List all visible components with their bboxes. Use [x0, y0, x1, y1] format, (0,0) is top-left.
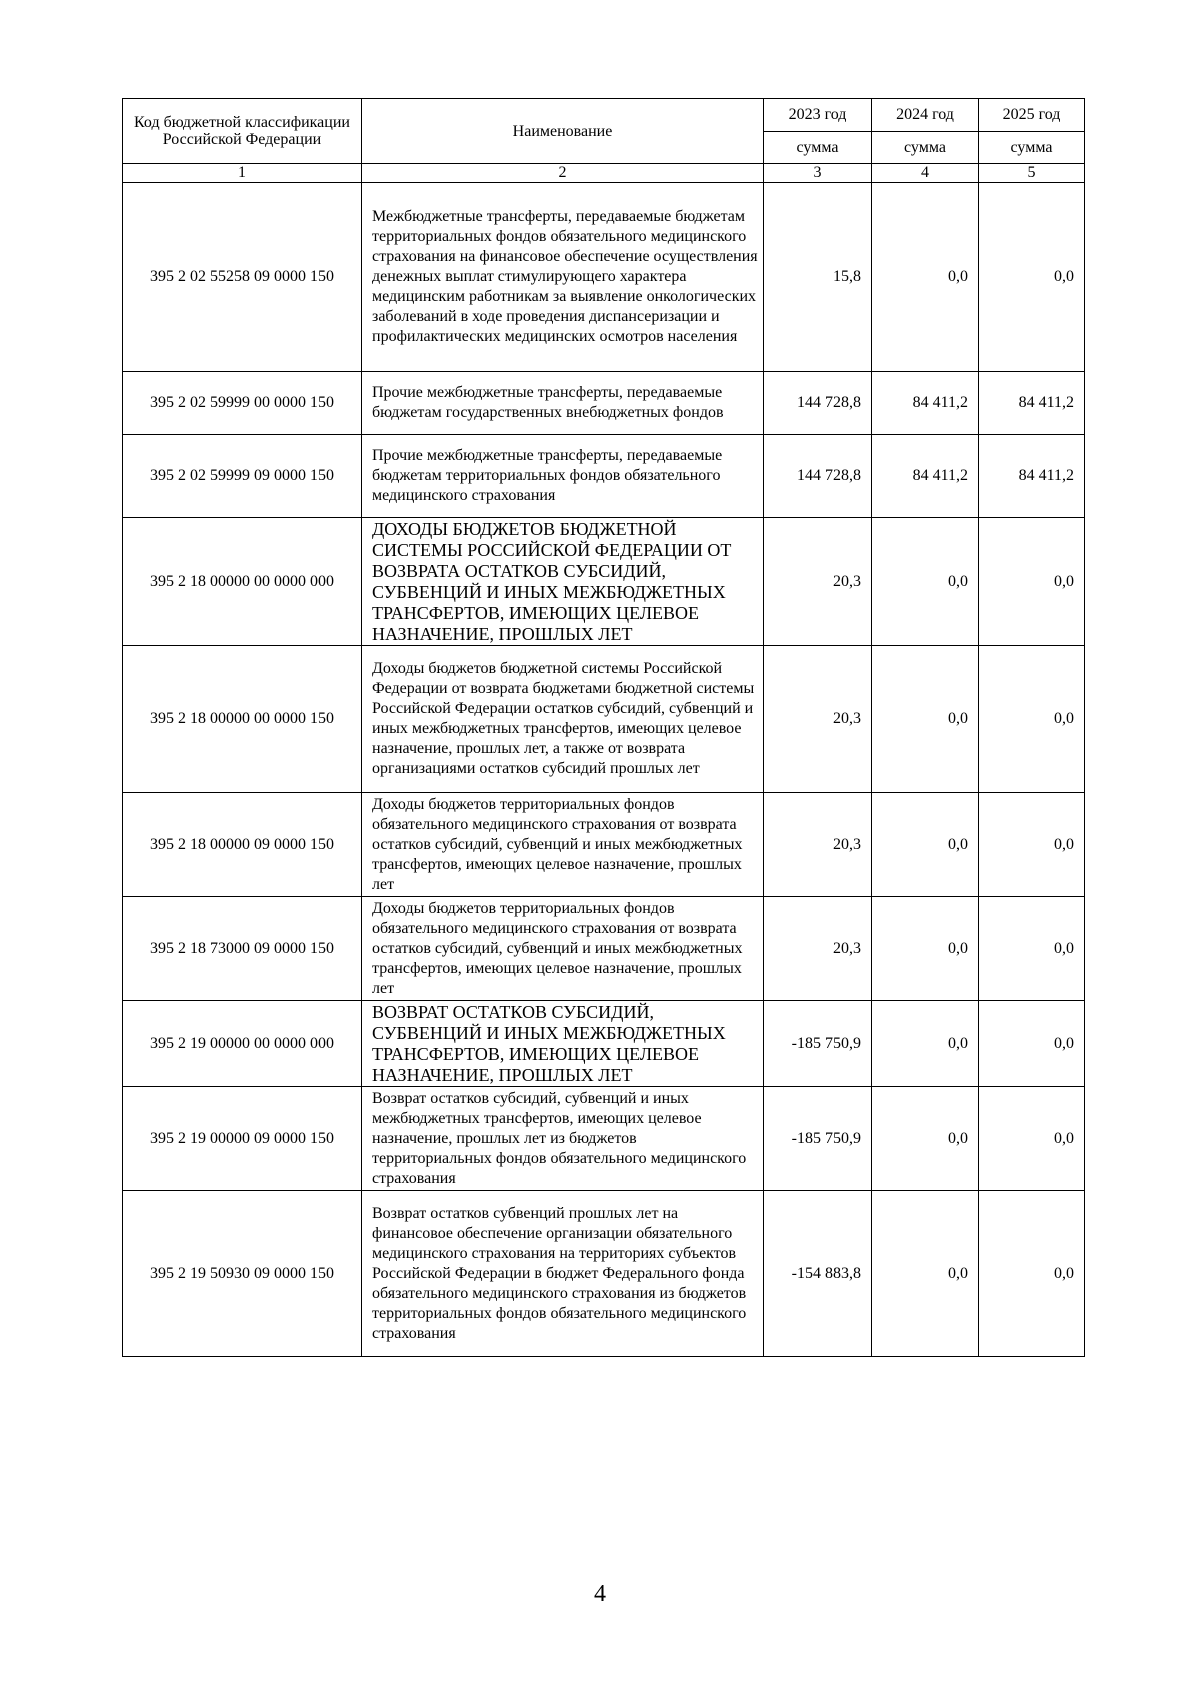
- amount-2023: 144 728,8: [764, 372, 872, 435]
- amount-2024: 0,0: [872, 183, 979, 372]
- item-name: Доходы бюджетов территориальных фондов обязательного медицинского страхования от возврата остатков субсидий, субвенций и иных межбюджетных трансфертов, имеющих целевое назначение, прошлых лет: [362, 793, 764, 897]
- item-name: ВОЗВРАТ ОСТАТКОВ СУБСИДИЙ, СУБВЕНЦИЙ И ИНЫХ МЕЖБЮДЖЕТНЫХ ТРАНСФЕРТОВ, ИМЕЮЩИХ ЦЕЛЕВОЕ НАЗНАЧЕНИЕ, ПРОШЛЫХ ЛЕТ: [362, 1001, 764, 1087]
- amount-2025: 0,0: [979, 1087, 1085, 1191]
- amount-2025: 0,0: [979, 897, 1085, 1001]
- amount-2024: 0,0: [872, 646, 979, 793]
- amount-2024: 84 411,2: [872, 435, 979, 518]
- table-row: [123, 518, 1085, 646]
- budget-code: 395 2 02 59999 00 0000 150: [123, 372, 362, 435]
- amount-2024: 0,0: [872, 793, 979, 897]
- amount-2024: 0,0: [872, 897, 979, 1001]
- amount-2023: -154 883,8: [764, 1191, 872, 1357]
- table-row: [123, 793, 1085, 897]
- header-sum-2023: сумма: [764, 131, 872, 164]
- table-row: [123, 1087, 1085, 1191]
- column-number: 1: [123, 164, 362, 183]
- amount-2024: 84 411,2: [872, 372, 979, 435]
- item-name: Доходы бюджетов бюджетной системы Российской Федерации от возврата бюджетами бюджетной системы Российской Федерации остатков субсидий, субвенций и иных межбюджетных трансфертов, имеющих целевое назначение, прошлых лет, а также от возврата организациями остатков субсидий прошлых лет: [362, 646, 764, 793]
- budget-code: 395 2 19 00000 09 0000 150: [123, 1087, 362, 1191]
- amount-2023: 20,3: [764, 646, 872, 793]
- item-name: Межбюджетные трансферты, передаваемые бюджетам территориальных фондов обязательного медицинского страхования на финансовое обеспечение осуществления денежных выплат стимулирующего характера медицинским работникам за выявление онкологических заболеваний в ходе проведения диспансеризации и профилактических медицинских осмотров населения: [362, 183, 764, 372]
- amount-2025: 0,0: [979, 518, 1085, 646]
- item-name: Возврат остатков субсидий, субвенций и иных межбюджетных трансфертов, имеющих целевое назначение, прошлых лет из бюджетов территориальных фондов обязательного медицинского страхования: [362, 1087, 764, 1191]
- amount-2023: 144 728,8: [764, 435, 872, 518]
- header-sum-2024: сумма: [872, 131, 979, 164]
- column-number-row: [123, 164, 1085, 183]
- header-year-2023: 2023 год: [764, 99, 872, 132]
- budget-code: 395 2 19 50930 09 0000 150: [123, 1191, 362, 1357]
- budget-table: [122, 98, 1085, 1357]
- header-code: Код бюджетной классификации Российской Федерации: [123, 99, 362, 164]
- amount-2023: 20,3: [764, 897, 872, 1001]
- budget-code: 395 2 19 00000 00 0000 000: [123, 1001, 362, 1087]
- column-number: 5: [979, 164, 1085, 183]
- header-row-years: [123, 99, 1085, 132]
- table-row: [123, 1191, 1085, 1357]
- header-name: Наименование: [362, 99, 764, 164]
- budget-code: 395 2 18 00000 00 0000 000: [123, 518, 362, 646]
- amount-2023: -185 750,9: [764, 1087, 872, 1191]
- item-name: Прочие межбюджетные трансферты, передаваемые бюджетам территориальных фондов обязательного медицинского страхования: [362, 435, 764, 518]
- amount-2025: 0,0: [979, 793, 1085, 897]
- amount-2025: 0,0: [979, 183, 1085, 372]
- amount-2023: 20,3: [764, 793, 872, 897]
- budget-code: 395 2 18 73000 09 0000 150: [123, 897, 362, 1001]
- header-year-2024: 2024 год: [872, 99, 979, 132]
- amount-2024: 0,0: [872, 1087, 979, 1191]
- table-row: [123, 435, 1085, 518]
- table-row: [123, 646, 1085, 793]
- item-name: Возврат остатков субвенций прошлых лет на финансовое обеспечение организации обязательного медицинского страхования на территориях субъектов Российской Федерации в бюджет Федерального фонда обязательного медицинского страхования из бюджетов территориальных фондов обязательного медицинского страхования: [362, 1191, 764, 1357]
- item-name: Прочие межбюджетные трансферты, передаваемые бюджетам государственных внебюджетных фондов: [362, 372, 764, 435]
- amount-2025: 0,0: [979, 646, 1085, 793]
- amount-2025: 84 411,2: [979, 435, 1085, 518]
- item-name: ДОХОДЫ БЮДЖЕТОВ БЮДЖЕТНОЙ СИСТЕМЫ РОССИЙСКОЙ ФЕДЕРАЦИИ ОТ ВОЗВРАТА ОСТАТКОВ СУБСИДИЙ, СУБВЕНЦИЙ И ИНЫХ МЕЖБЮДЖЕТНЫХ ТРАНСФЕРТОВ, ИМЕЮЩИХ ЦЕЛЕВОЕ НАЗНАЧЕНИЕ, ПРОШЛЫХ ЛЕТ: [362, 518, 764, 646]
- table-row: [123, 897, 1085, 1001]
- header-sum-2025: сумма: [979, 131, 1085, 164]
- amount-2023: 15,8: [764, 183, 872, 372]
- column-number: 4: [872, 164, 979, 183]
- amount-2023: 20,3: [764, 518, 872, 646]
- amount-2024: 0,0: [872, 518, 979, 646]
- table-row: [123, 372, 1085, 435]
- budget-code: 395 2 18 00000 00 0000 150: [123, 646, 362, 793]
- amount-2025: 84 411,2: [979, 372, 1085, 435]
- amount-2025: 0,0: [979, 1191, 1085, 1357]
- amount-2023: -185 750,9: [764, 1001, 872, 1087]
- budget-code: 395 2 18 00000 09 0000 150: [123, 793, 362, 897]
- header-year-2025: 2025 год: [979, 99, 1085, 132]
- amount-2024: 0,0: [872, 1191, 979, 1357]
- budget-code: 395 2 02 59999 09 0000 150: [123, 435, 362, 518]
- table-row: [123, 183, 1085, 372]
- amount-2025: 0,0: [979, 1001, 1085, 1087]
- amount-2024: 0,0: [872, 1001, 979, 1087]
- item-name: Доходы бюджетов территориальных фондов обязательного медицинского страхования от возврата остатков субсидий, субвенций и иных межбюджетных трансфертов, имеющих целевое назначение, прошлых лет: [362, 897, 764, 1001]
- column-number: 3: [764, 164, 872, 183]
- budget-code: 395 2 02 55258 09 0000 150: [123, 183, 362, 372]
- page-number: 4: [594, 1581, 606, 1607]
- table-row: [123, 1001, 1085, 1087]
- column-number: 2: [362, 164, 764, 183]
